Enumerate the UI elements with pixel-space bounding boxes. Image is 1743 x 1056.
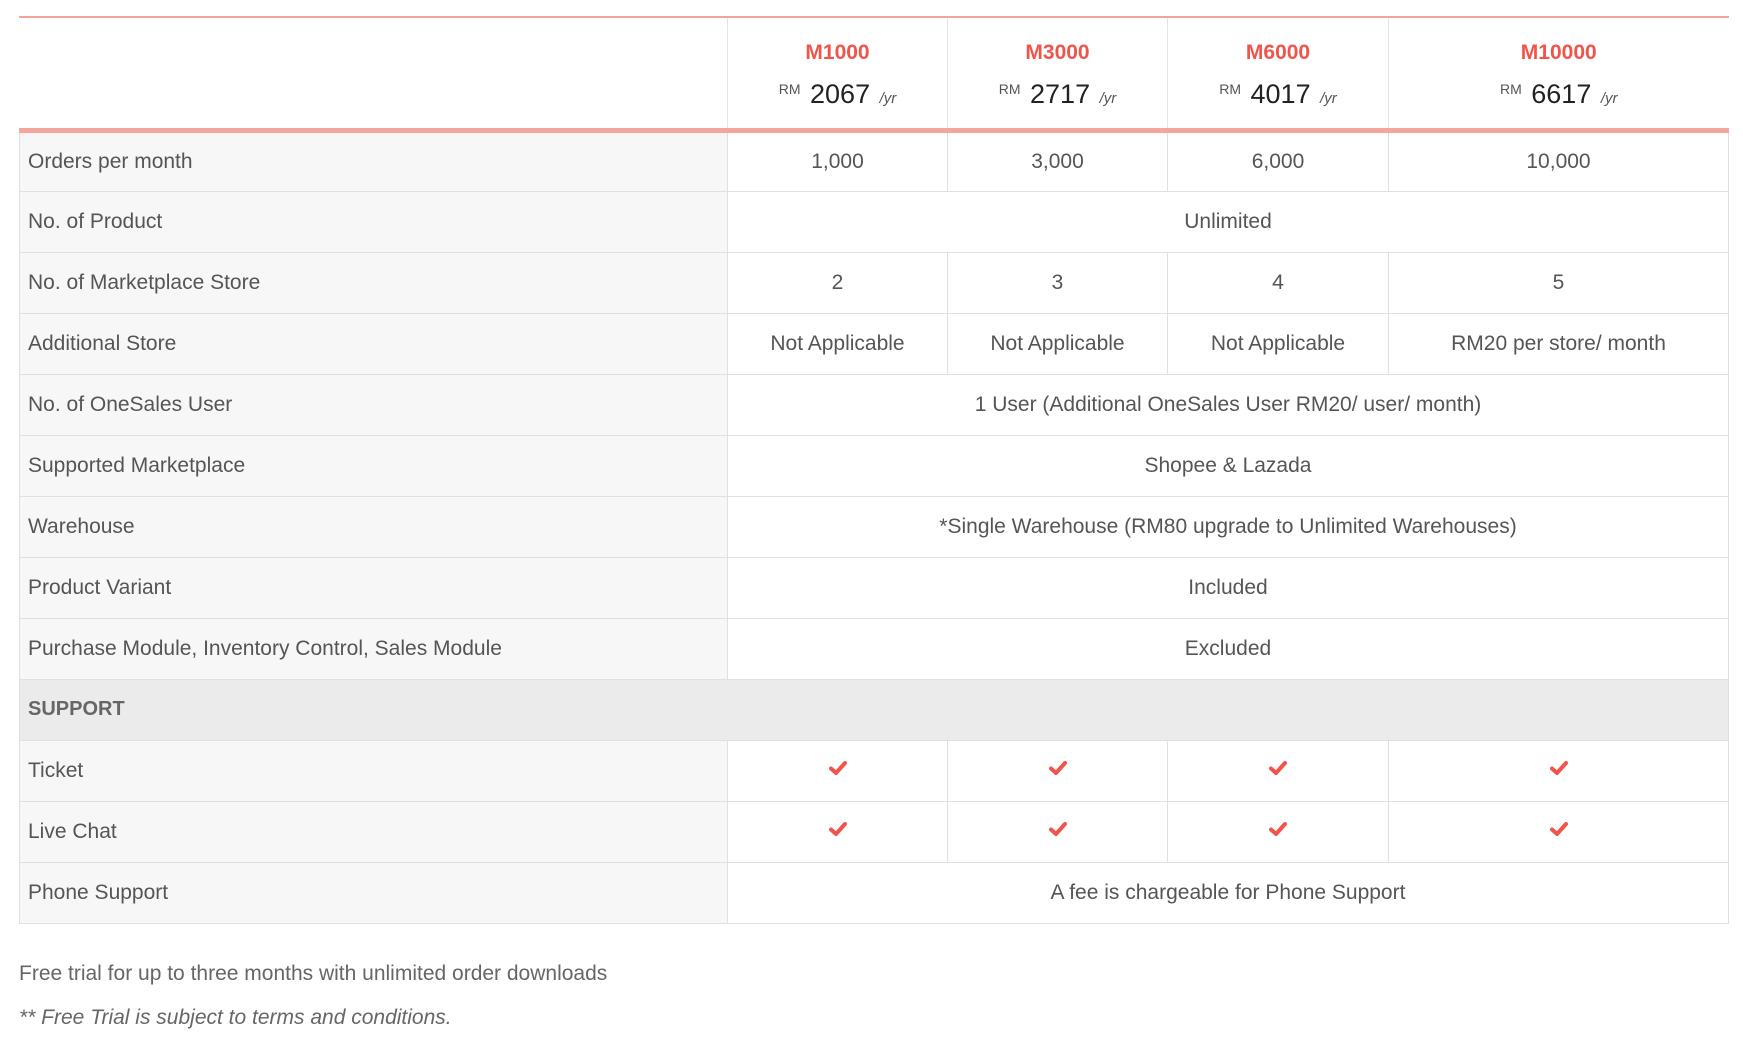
plan-value: 1,000: [728, 130, 948, 191]
plan-value: Not Applicable: [1168, 313, 1389, 374]
plan-value: 10,000: [1389, 130, 1729, 191]
shared-value: Unlimited: [728, 191, 1729, 252]
plan-name: M10000: [1520, 40, 1597, 64]
check-icon: [1049, 759, 1067, 777]
check-cell: [1389, 801, 1729, 862]
row-phone-support: [20, 862, 1729, 923]
check-icon: [1049, 820, 1067, 838]
feature-label: Ticket: [20, 740, 728, 801]
check-cell: [948, 801, 1168, 862]
plan-header-m6000: [1168, 17, 1389, 130]
price-amount: 6617: [1531, 78, 1592, 109]
shared-value: 1 User (Additional OneSales User RM20/ user/ month): [728, 374, 1729, 435]
shared-value: *Single Warehouse (RM80 upgrade to Unlimited Warehouses): [728, 496, 1729, 557]
feature-label: Additional Store: [20, 313, 728, 374]
feature-label: Purchase Module, Inventory Control, Sales Module: [20, 618, 728, 679]
check-cell: [948, 740, 1168, 801]
feature-label: No. of Marketplace Store: [20, 252, 728, 313]
check-cell: [728, 740, 948, 801]
plan-header-m1000: [728, 17, 948, 130]
check-icon: [1550, 820, 1568, 838]
pricing-table: [19, 16, 1729, 924]
price-amount: 4017: [1250, 78, 1311, 109]
row-warehouse: [20, 496, 1729, 557]
row-modules: [20, 618, 1729, 679]
section-support: [20, 679, 1729, 740]
price-amount: 2717: [1030, 78, 1091, 109]
row-marketplace-store: [20, 252, 1729, 313]
plan-value: Not Applicable: [728, 313, 948, 374]
price-amount: 2067: [810, 78, 871, 109]
plan-name: M3000: [1025, 40, 1090, 64]
check-icon: [1269, 820, 1287, 838]
row-no-of-product: [20, 191, 1729, 252]
plan-value: RM20 per store/ month: [1389, 313, 1729, 374]
price-currency: RM: [778, 80, 801, 97]
check-icon: [829, 759, 847, 777]
plan-name: M6000: [1245, 40, 1311, 64]
check-cell: [1389, 740, 1729, 801]
plan-header-m3000: [948, 17, 1168, 130]
feature-label: Product Variant: [20, 557, 728, 618]
plan-value: 5: [1389, 252, 1729, 313]
price-currency: RM: [998, 80, 1021, 97]
plan-price: [728, 74, 947, 114]
feature-label: No. of Product: [20, 191, 728, 252]
row-ticket: [20, 740, 1729, 801]
free-trial-note: Free trial for up to three months with unlimited order downloads: [19, 962, 608, 985]
check-icon: [1550, 759, 1568, 777]
plan-value: 2: [728, 252, 948, 313]
row-product-variant: [20, 557, 1729, 618]
shared-value: Excluded: [728, 618, 1729, 679]
row-live-chat: [20, 801, 1729, 862]
feature-label: Warehouse: [20, 496, 728, 557]
pricing-table-container: [19, 16, 1728, 924]
feature-label: Phone Support: [20, 862, 728, 923]
shared-value: Included: [728, 557, 1729, 618]
row-supported-marketplace: [20, 435, 1729, 496]
row-additional-store: [20, 313, 1729, 374]
price-period: /yr: [1600, 89, 1618, 107]
feature-label: Live Chat: [20, 801, 728, 862]
price-period: /yr: [879, 89, 897, 107]
price-period: /yr: [1099, 89, 1117, 107]
section-heading: SUPPORT: [20, 679, 1729, 740]
header-blank-cell: [20, 17, 728, 130]
footnotes: [19, 960, 1019, 1032]
plan-value: 4: [1168, 252, 1389, 313]
row-orders-per-month: [20, 130, 1729, 191]
plan-value: 6,000: [1168, 130, 1389, 191]
feature-label: No. of OneSales User: [20, 374, 728, 435]
plan-value: Not Applicable: [948, 313, 1168, 374]
plan-value: 3,000: [948, 130, 1168, 191]
terms-note: ** Free Trial is subject to terms and conditions.: [19, 1006, 452, 1029]
price-currency: RM: [1219, 80, 1241, 97]
check-cell: [1168, 801, 1389, 862]
price-currency: RM: [1499, 80, 1522, 97]
shared-value: Shopee & Lazada: [728, 435, 1729, 496]
check-cell: [728, 801, 948, 862]
plan-price: [1168, 74, 1388, 114]
plan-price: [948, 74, 1167, 114]
plan-header-row: [20, 17, 1729, 130]
plan-header-m10000: [1389, 17, 1729, 130]
check-icon: [1269, 759, 1287, 777]
check-icon: [829, 820, 847, 838]
row-onesales-user: [20, 374, 1729, 435]
check-cell: [1168, 740, 1389, 801]
plan-price: [1389, 74, 1729, 114]
plan-name: M1000: [805, 40, 870, 64]
price-period: /yr: [1320, 89, 1337, 107]
plan-value: 3: [948, 252, 1168, 313]
feature-label: Supported Marketplace: [20, 435, 728, 496]
shared-value: A fee is chargeable for Phone Support: [728, 862, 1729, 923]
feature-label: Orders per month: [20, 130, 728, 191]
